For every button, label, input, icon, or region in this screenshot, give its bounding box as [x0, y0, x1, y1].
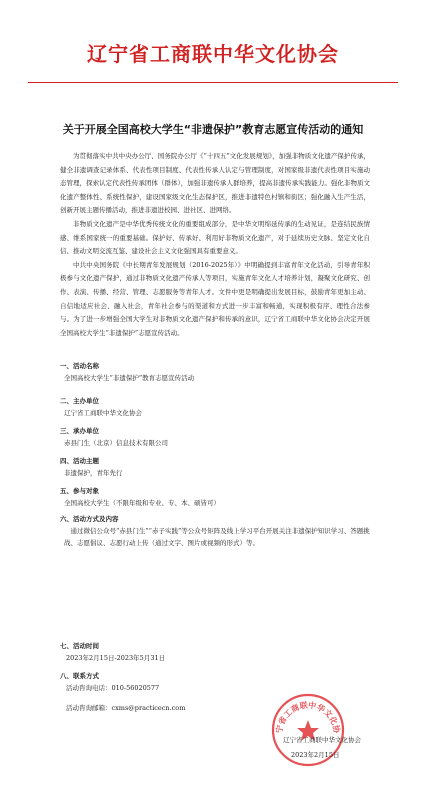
section-participants: [60, 485, 380, 509]
section-content: 通过微信公众号“赤县门生”“赤子实践”等公众号矩阵及线上学习平台开展关注非遗保护知识学习、答题挑战、志愿倡议、志愿行动上传（通过文字、图片或视频的形式）等。: [64, 527, 370, 547]
section-heading: 五、参与对象: [60, 487, 99, 495]
signature-org: 辽宁省工商联中华文化协会: [283, 736, 361, 744]
section-activity-format: [60, 513, 372, 549]
section-heading: 四、活动主题: [60, 457, 99, 465]
section-co-organizer: [60, 425, 380, 449]
section-heading: 八、联系方式: [60, 672, 99, 680]
section-content: 全国高校大学生（不限年级和专业、专、本、硕皆可）: [64, 499, 220, 507]
notice-body: [60, 150, 370, 340]
section-content: 赤县门生（北京）信息技术有限公司: [64, 439, 168, 447]
section-heading: 三、承办单位: [60, 427, 99, 435]
section-content: 2023年2月15日-2023年5月31日: [66, 654, 166, 662]
section-activity-time: [60, 640, 380, 664]
section-heading: 七、活动时间: [60, 642, 99, 650]
section-heading: 一、活动名称: [60, 362, 99, 370]
org-title: 辽宁省工商联中华文化协会: [87, 42, 339, 66]
body-paragraph-3: 中共中央国务院《中长期青年发展规划（2016-2025年）》中明确提到丰富青年文化活动，引导青年积极参与文化遗产保护，通过非物质文化遗产传承人等项目，实施青年文化人才培养计划，凝聚文化研究、创作、表演、传播、经营、管理、志愿服务等青年人才。文件中更是明确提出发展目标，鼓励青年更加主动、自信地适应社会、融入社会，青年社会参与的渠道和方式进一步丰富和畅通，实现积极有序、理性合法参与。为了进一步增强全国大学生对非物质文化遗产保护和传承的意识，辽宁省工商联中华文化协会决定开展全国高校大学生“非遗保护”志愿宣传活动。: [60, 260, 370, 337]
section-heading: 六、活动方式及内容: [60, 515, 119, 523]
signature-date: 2023年2月15日: [291, 751, 340, 759]
document-title: 关于开展全国高校大学生“非遗保护”教育志愿宣传活动的通知: [62, 123, 364, 136]
red-divider: [28, 82, 398, 83]
seal-text: 宁省工商联中华文化协: [274, 700, 342, 734]
section-heading: 二、主办单位: [60, 397, 99, 405]
section-theme: [60, 455, 380, 479]
contact-phone: 活动咨询电话：010-56020577: [66, 684, 160, 692]
contact-email[interactable]: 活动咨询邮箱：cxms@practicecn.com: [66, 704, 186, 712]
section-organizer: [60, 395, 380, 419]
section-content: 辽宁省工商联中华文化协会: [64, 409, 142, 417]
section-content: 全国高校大学生“非遗保护”教育志愿宣传活动: [64, 374, 195, 382]
body-paragraph-2: 非物质文化遗产是中华优秀传统文化的重要组成部分，是中华文明绵延传承的生动见证，是连结民族情感、维系国家统一的重要基础。保护好、传承好、利用好非物质文化遗产，对于延续历史文脉、坚定文化自信、推动文明交流互鉴、建设社会主义文化强国具有重要意义。: [60, 219, 370, 256]
section-content: 非遗保护，青年先行: [64, 469, 123, 477]
body-paragraph-1: 为贯彻落实中共中央办公厅、国务院办公厅《“十四五”文化发展规划》，加强非物质文化遗产保护传承，健全非遗调查记录体系、代表性项目制度、代表性传承人认定与管理制度，对国家级非遗代表性项目实施动态管理，探索认定代表性传承团体（群体），加强非遗传承人群培养，提高非遗传承实践能力。强化非物质文化遗产整体性、系统性保护，建设国家级文化生态保护区，推进非遗特色村镇和街区；强化融入生产生活，创新开展主题传播活动，推进非遗进校园、进社区、进网络。: [60, 152, 370, 215]
section-activity-name: [60, 360, 380, 384]
